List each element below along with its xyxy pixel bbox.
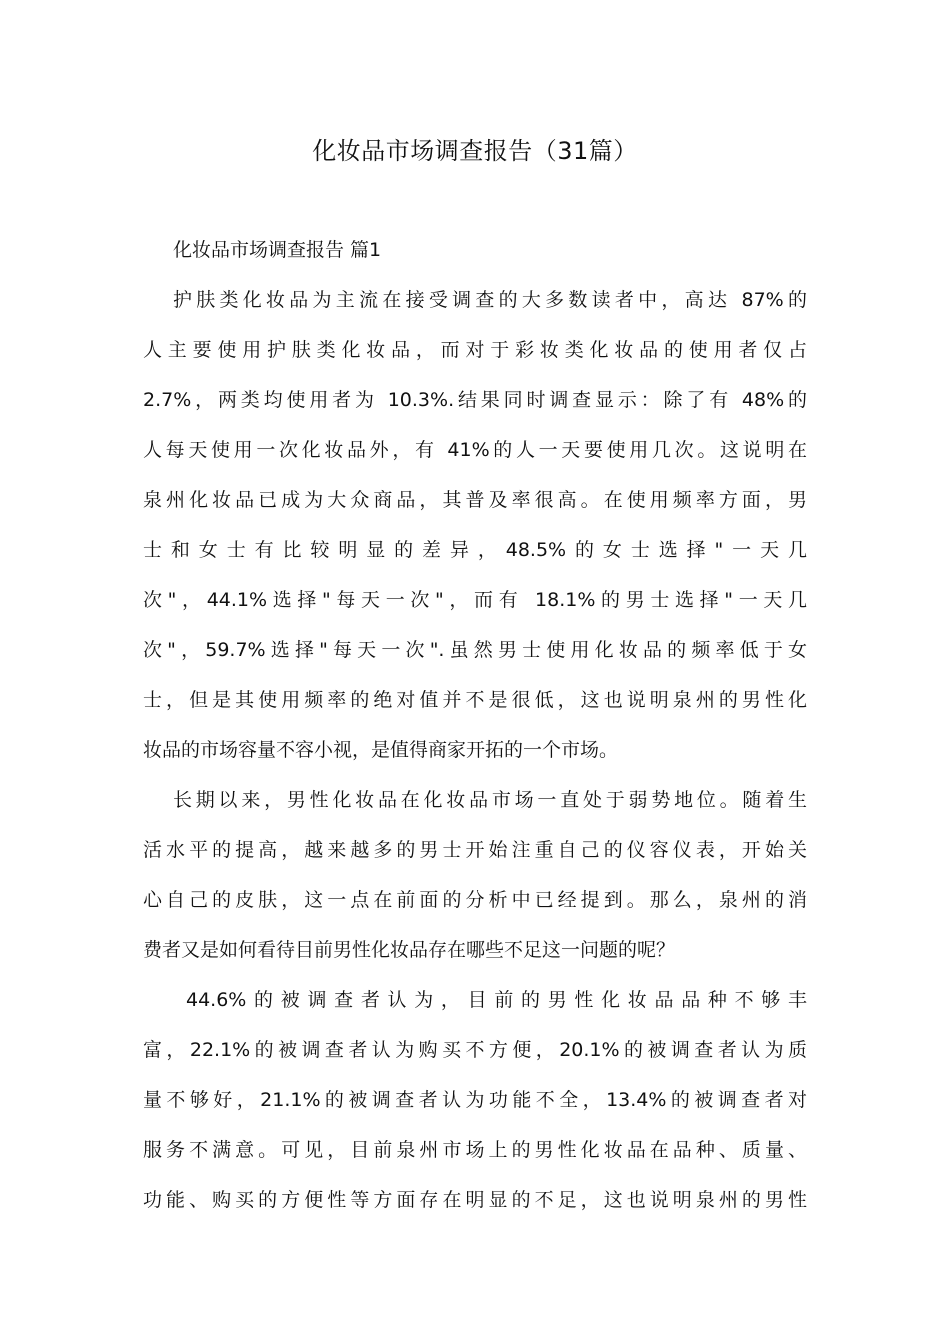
text-line: 士和女士有比较明显的差异，48.5%的女士选择"一天几 <box>143 539 807 561</box>
text-line: 富，22.1%的被调查者认为购买不方便，20.1%的被调查者认为质 <box>143 1039 807 1061</box>
text-line: 心自己的皮肤，这一点在前面的分析中已经提到。那么，泉州的消 <box>143 889 807 911</box>
text-line: 量不够好，21.1%的被调查者认为功能不全，13.4%的被调查者对 <box>143 1089 807 1111</box>
text-line: 人主要使用护肤类化妆品，而对于彩妆类化妆品的使用者仅占 <box>143 339 807 361</box>
text-line: 长期以来，男性化妆品在化妆品市场一直处于弱势地位。随着生 <box>173 789 807 811</box>
text-line: 费者又是如何看待目前男性化妆品存在哪些不足这一问题的呢？ <box>143 939 676 961</box>
section-heading: 化妆品市场调查报告 篇1 <box>173 239 382 261</box>
text-line: 次"，59.7%选择"每天一次".虽然男士使用化妆品的频率低于女 <box>143 639 807 661</box>
text-line: 妆品的市场容量不容小视，是值得商家开拓的一个市场。 <box>143 739 619 761</box>
text-line: 士，但是其使用频率的绝对值并不是很低，这也说明泉州的男性化 <box>143 689 807 711</box>
text-line: 护肤类化妆品为主流在接受调查的大多数读者中，高达 87%的 <box>173 289 807 311</box>
text-line: 次"，44.1%选择"每天一次"，而有 18.1%的男士选择"一天几 <box>143 589 807 611</box>
text-line: 人每天使用一次化妆品外，有 41%的人一天要使用几次。这说明在 <box>143 439 807 461</box>
text-line: 活水平的提高，越来越多的男士开始注重自己的仪容仪表，开始关 <box>143 839 807 861</box>
text-line: 服务不满意。可见，目前泉州市场上的男性化妆品在品种、质量、 <box>143 1139 807 1161</box>
text-line: 44.6%的被调查者认为，目前的男性化妆品品种不够丰 <box>186 989 807 1011</box>
document-title: 化妆品市场调查报告（31篇） <box>312 137 638 165</box>
text-line: 2.7%，两类均使用者为 10.3%.结果同时调查显示：除了有 48%的 <box>143 389 807 411</box>
text-line: 功能、购买的方便性等方面存在明显的不足，这也说明泉州的男性 <box>143 1189 807 1211</box>
text-line: 泉州化妆品已成为大众商品，其普及率很高。在使用频率方面，男 <box>143 489 807 511</box>
